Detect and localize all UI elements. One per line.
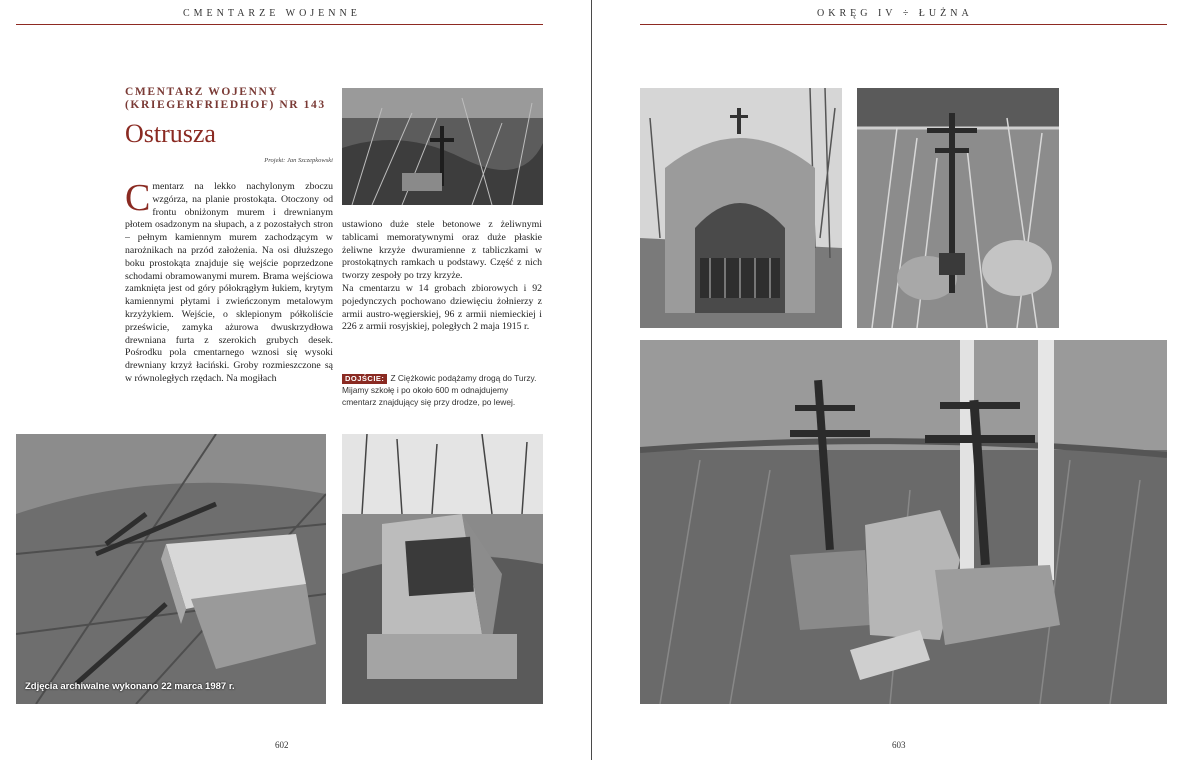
directions-badge: DOJŚCIE: (342, 374, 387, 384)
body-text-1: mentarz na lekko nachylonym zboczu wzgórza, na planie prostokąta. Otoczony od frontu obniżonym murem i drewnianym płotem osadzonym na słupach, a z pozostałych stron – pełnym kamiennym murem zachodzącym w narożnikach na przód założenia. Na osi dłuższego boku prostokąta znajduje się wejście poprzedzone schodami obramowanymi murem. Brama wejściowa zamknięta jest od góry półokrągłym łukiem, krytym kamiennymi płytami i zwieńczonym metalowym krzyżykiem. Wejście, o sklepionym półkoliście prześwicie, zamyka ażurowa dwuskrzydłowa drewniana furta z szerokich grubych desek. Pośrodku pola cmentarnego wznosi się wysoki drewniany krzyż łaciński. Groby rozmieszczone są w równoległych rzędach. Na mogiłach (125, 181, 333, 384)
kicker-line-1: CMENTARZ WOJENNY (125, 86, 279, 98)
photo-two-crosses (640, 340, 1167, 704)
running-head-left: CMENTARZE WOJENNE (183, 8, 361, 19)
photo-overgrown-cross (342, 88, 543, 205)
directions-text: Z Ciężkowic podążamy drogą do Turzy. Mijamy szkołę i po około 600 m odnajdujemy cmentarz znajdujący się przy drodze, po lewej. (342, 373, 537, 407)
drop-cap: C (125, 181, 151, 219)
header-rule-right (640, 24, 1167, 25)
page-number-left: 602 (275, 740, 289, 750)
body-paragraph-2a: ustawiono duże stele betonowe z żeliwnymi tablicami memoratywnymi oraz duże płaskie żeliwne krzyże dwuramienne z tabliczkami w prostokątnych ramkach u podstawy. Część z nich tworzy zespoły po trzy krzyże. (342, 219, 542, 282)
body-column-2 (342, 219, 542, 334)
cemetery-kicker (125, 86, 335, 112)
page-title: Ostrusza (125, 119, 216, 148)
running-head-right: OKRĘG IV ÷ ŁUŻNA (817, 8, 973, 19)
right-page (592, 0, 1185, 760)
body-column-1 (125, 181, 333, 418)
body-paragraph-2b: Na cmentarzu w 14 grobach zbiorowych i 92 pojedynczych pochowano dziewięciu żołnierzy z armii austro-węgierskiej, 96 z armii niemieckiej i 226 z armii rosyjskiej, poległych 2 maja 1915 r. (342, 282, 542, 333)
page-number-right: 603 (892, 740, 906, 750)
directions-box (342, 372, 542, 408)
photo-stone-gate (640, 88, 842, 328)
kicker-line-2: (KRIEGERFRIEDHOF) NR 143 (125, 99, 326, 111)
photo-caption: Zdjęcia archiwalne wykonano 22 marca 1987 r. (25, 681, 235, 692)
design-credit: Projekt: Jan Szczepkowski (264, 157, 333, 164)
left-page (0, 0, 591, 760)
photo-stele (342, 434, 543, 704)
header-rule-left (16, 24, 543, 25)
photo-cross-reeds (857, 88, 1059, 328)
photo-fallen-slab (16, 434, 326, 704)
